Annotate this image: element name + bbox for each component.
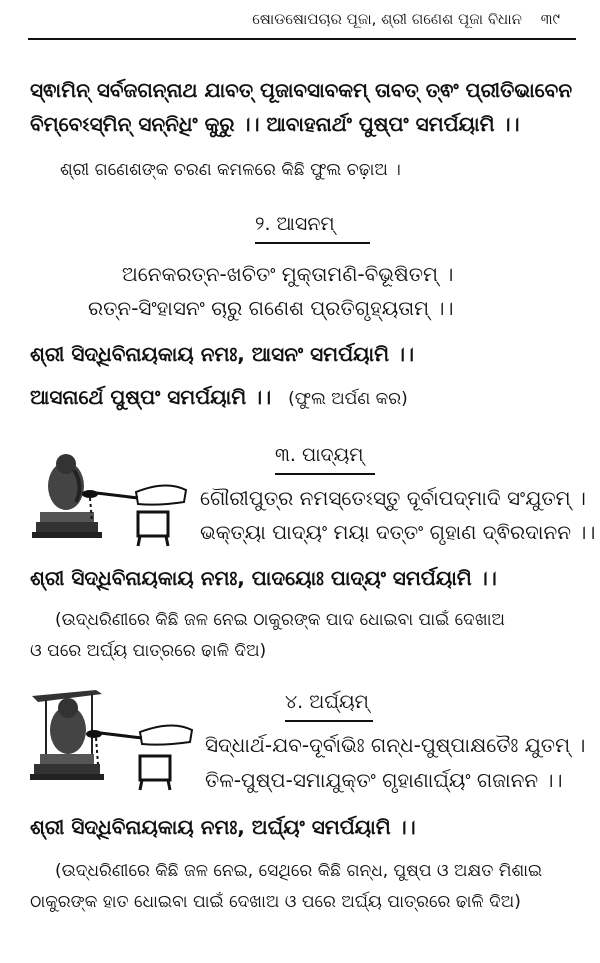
section-3-title: ୩. ପାଦ୍ୟମ୍	[275, 444, 364, 466]
section-2-title: ୨. ଆସନମ୍	[255, 213, 335, 235]
section-4-title: ୪. ଅର୍ଘ୍ୟମ୍	[285, 691, 369, 713]
arghyam-note-line-2: ଠାକୁରଙ୍କ ହାତ ଧୋଇବା ପାଇଁ ଦେଖାଅ ଓ ପରେ ଅର୍ଘ୍ୟ ପାତ୍ରରେ ଢାଳି ଦିଅ)	[30, 892, 521, 912]
asanam-offering-note: (ଫୁଲ ଅର୍ପଣ କର)	[288, 389, 408, 409]
arghyam-note-line-1: (ଉଦ୍ଧରିଣୀରେ କିଛି ଜଳ ନେଇ, ସେଥିରେ କିଛି ଗନ୍ଧ, ପୁଷ୍ପ ଓ ଅକ୍ଷତ ମିଶାଇ	[55, 861, 543, 881]
section-3-underline	[275, 473, 375, 475]
padyam-note-line-1: (ଉଦ୍ଧରିଣୀରେ କିଛି ଜଳ ନେଇ ଠାକୁରଙ୍କ ପାଦ ଧୋଇବା ପାଇଁ ଦେଖାଅ	[55, 610, 505, 630]
section-2-underline	[255, 242, 370, 244]
padyam-verse-1: ଗୌରୀପୁତ୍ର ନମସ୍ତେଽସ୍ତୁ ଦୂର୍ବାପଦ୍ମାଦି ସଂଯୁତମ୍ ।	[200, 486, 586, 510]
page-number: ୩୯	[540, 10, 560, 28]
arghyam-offering-illustration	[26, 680, 196, 792]
header-title: ଷୋଡଷୋପଚାର ପୂଜା, ଶ୍ରୀ ଗଣେଶ ପୂଜା ବିଧାନ	[252, 10, 522, 28]
padyam-offering-illustration	[26, 450, 191, 550]
invocation-line-2: ବିମ୍ବେଽସ୍ମିନ୍ ସନ୍ନିଧିଂ କୁରୁ ।। ଆବାହନାର୍ଥଂ ପୁଷ୍ପଂ ସମର୍ପୟାମି ।।	[30, 112, 520, 136]
arghyam-verse-2: ତିଳ-ପୁଷ୍ପ-ସମାଯୁକ୍ତଂ ଗୃହାଣାର୍ଘ୍ୟଂ ଗଜାନନ ।।	[205, 768, 563, 792]
asanam-verse-1: ଅନେକରତ୍ନ-ଖଚିତଂ ମୁକ୍ତାମଣି-ବିଭୂଷିତମ୍ ।	[122, 262, 454, 286]
arghyam-verse-1: ସିଦ୍ଧାର୍ଥ-ଯବ-ଦୂର୍ବାଭିଃ ଗନ୍ଧ-ପୁଷ୍ପାକ୍ଷତୈଃ ଯୁତମ୍ ।	[205, 733, 586, 757]
padyam-note-line-2: ଓ ପରେ ଅର୍ଘ୍ୟ ପାତ୍ରରେ ଢାଳି ଦିଅ)	[30, 641, 267, 661]
header-rule	[28, 38, 576, 40]
invocation-note: ଶ୍ରୀ ଗଣେଶଙ୍କ ଚରଣ କମଳରେ କିଛି ଫୁଲ ଚଢ଼ାଅ ।	[60, 160, 401, 180]
padyam-mantra: ଶ୍ରୀ ସିଦ୍ଧିବିନାୟକାୟ ନମଃ, ପାଦୟୋଃ ପାଦ୍ୟଂ ସମର୍ପୟାମି ।।	[30, 566, 497, 590]
asanam-offering-text: ଆସନାର୍ଥେ ପୁଷ୍ପଂ ସମର୍ପୟାମି ।।	[30, 385, 272, 409]
invocation-line-1: ସ୍ଵାମିନ୍ ସର୍ବଜଗନ୍ନାଥ ଯାବତ୍ ପୂଜାବସାବକମ୍ ତାବତ୍ ତ୍ଵଂ ପ୍ରୀତିଭାବେନ	[30, 78, 573, 102]
running-header	[252, 10, 560, 28]
arghyam-mantra: ଶ୍ରୀ ସିଦ୍ଧିବିନାୟକାୟ ନମଃ, ଅର୍ଘ୍ୟଂ ସମର୍ପୟାମି ।।	[30, 815, 416, 839]
section-4-underline	[285, 720, 373, 722]
padyam-verse-2: ଭକ୍ତ୍ୟା ପାଦ୍ୟଂ ମୟା ଦତ୍ତଂ ଗୃହାଣ ଦ୍ଵିରଦାନନ ।।	[200, 520, 596, 544]
asanam-mantra: ଶ୍ରୀ ସିଦ୍ଧିବିନାୟକାୟ ନମଃ, ଆସନଂ ସମର୍ପୟାମି ।।	[30, 342, 415, 366]
asanam-offering	[30, 385, 408, 409]
asanam-verse-2: ରତ୍ନ-ସିଂହାସନଂ ଚାରୁ ଗଣେଶ ପ୍ରତିଗୃହ୍ୟତାମ୍ ।।	[88, 296, 454, 320]
